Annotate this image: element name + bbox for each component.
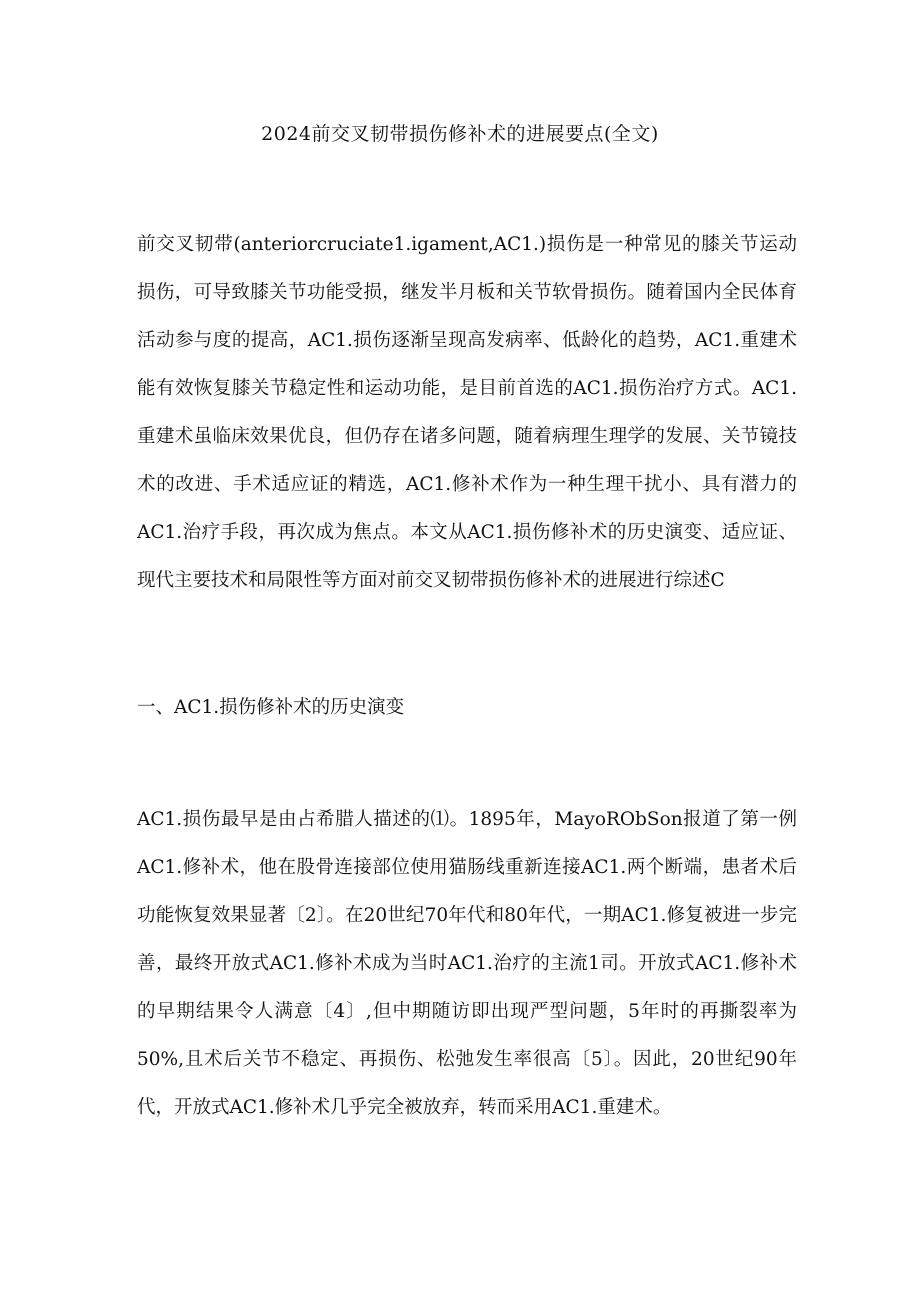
document-title: 2024前交叉韧带损伤修补术的进展要点(全文)	[261, 123, 659, 145]
section-1-paragraph: AC1.损伤最早是由占希腊人描述的⑴。1895年，MayoRObSon报道了第一例AC1.修补术，他在股骨连接部位使用猫肠线重新连接AC1.两个断端，患者术后功能恢复效果显著〔2〕。在20世纪70年代和80年代，一期AC1.修复被进一步完善，最终开放式AC1.修补术成为当时AC1.治疗的主流1司。开放式AC1.修补术的早期结果令人满意〔4〕,但中期随访即出现严型问题，5年时的再撕裂率为50%,且术后关节不稳定、再损伤、松弛发生率很高〔5〕。因此，20世纪90年代，开放式AC1.修补术几乎完全被放弃，转而采用AC1.重建术。	[137, 808, 797, 1118]
intro-paragraph: 前交叉韧带(anteriorcruciate1.igament,AC1.)损伤是一种常见的膝关节运动损伤，可导致膝关节功能受损，继发半月板和关节软骨损伤。随着国内全民体育活动参与度的提高，AC1.损伤逐渐呈现高发病率、低龄化的趋势，AC1.重建术能有效恢复膝关节稳定性和运动功能，是目前首选的AC1.损伤治疗方式。AC1.重建术虽临床效果优良，但仍存在诸多问题，随着病理生理学的发展、关节镜技术的改进、手术适应证的精选，AC1.修补术作为一种生理干扰小、具有潜力的AC1.治疗手段，再次成为焦点。本文从AC1.损伤修补术的历史演变、适应证、现代主要技术和局限性等方面对前交叉韧带损伤修补术的进展进行综述C	[137, 233, 797, 591]
section-1-heading: 一、AC1.损伤修补术的历史演变	[137, 697, 405, 718]
